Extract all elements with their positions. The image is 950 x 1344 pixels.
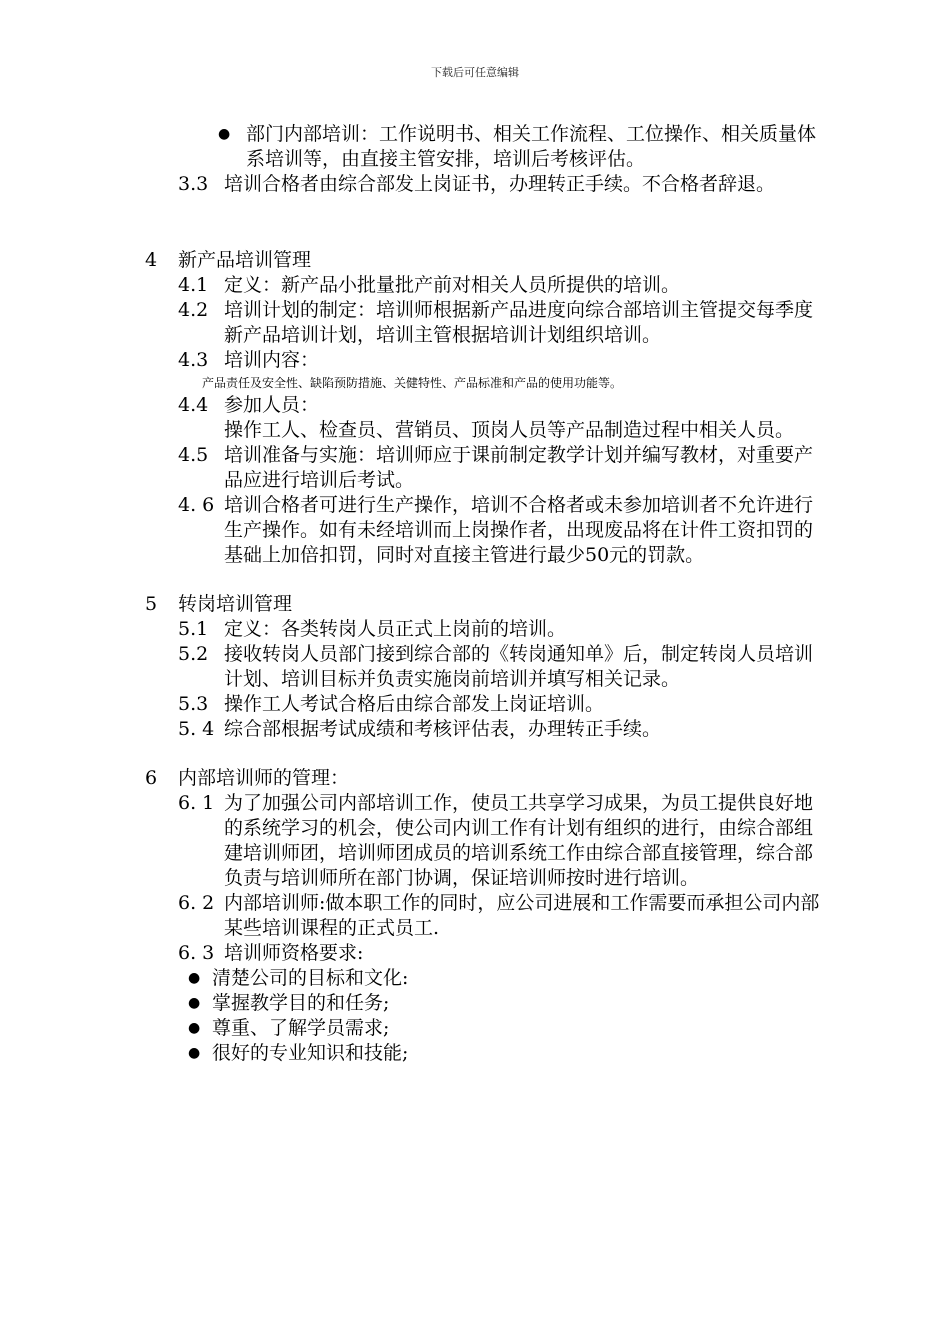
clause-text: 接收转岗人员部门接到综合部的《转岗通知单》后，制定转岗人员培训计划、培训目标并负责实施岗前培训并填写相关记录。 xyxy=(224,643,814,690)
section-title: 内部培训师的管理： xyxy=(178,767,350,789)
participants-detail: 操作工人、检查员、营销员、顶岗人员等产品制造过程中相关人员。 xyxy=(224,419,795,441)
clause-4-5 xyxy=(140,443,830,493)
section-title: 新产品培训管理 xyxy=(178,249,312,271)
clause-text: 培训准备与实施：培训师应于课前制定教学计划并编写教材，对重要产品应进行培训后考试。 xyxy=(224,444,814,491)
training-content-detail: 产品责任及安全性、缺陷预防措施、关健特性、产品标准和产品的使用功能等。 xyxy=(202,376,623,390)
section-number: 4 xyxy=(145,249,158,271)
clause-number: 6. 3 xyxy=(178,942,215,964)
document-body xyxy=(140,122,830,1066)
bullet-text: 清楚公司的目标和文化: xyxy=(212,967,409,989)
clause-4-3 xyxy=(140,348,830,373)
clause-4-1 xyxy=(140,273,830,298)
clause-text: 培训合格者由综合部发上岗证书，办理转正手续。不合格者辞退。 xyxy=(224,173,776,195)
clause-text: 定义：新产品小批量批产前对相关人员所提供的培训。 xyxy=(224,274,681,296)
clause-6-3 xyxy=(140,941,830,966)
clause-number: 4.5 xyxy=(178,444,209,466)
clause-number: 3.3 xyxy=(178,173,209,195)
clause-text: 内部培训师:做本职工作的同时，应公司进展和工作需要而承担公司内部某些培训课程的正式员工. xyxy=(224,892,820,939)
bullet-text: 部门内部培训：工作说明书、相关工作流程、工位操作、相关质量体系培训等，由直接主管安排，培训后考核评估。 xyxy=(246,123,817,170)
clause-number: 5.2 xyxy=(178,643,209,665)
clause-number: 4. 6 xyxy=(178,494,215,516)
section-4-heading xyxy=(140,248,830,273)
bullet-marker: ● xyxy=(188,970,201,986)
clause-6-2 xyxy=(140,891,830,941)
clause-number: 4.2 xyxy=(178,299,209,321)
bullet-text: 很好的专业知识和技能; xyxy=(212,1042,409,1064)
section-6-heading xyxy=(140,766,830,791)
clause-text: 培训合格者可进行生产操作，培训不合格者或未参加培训者不允许进行生产操作。如有未经培训而上岗操作者，出现废品将在计件工资扣罚的基础上加倍扣罚，同时对直接主管进行最少50元的罚款。 xyxy=(224,494,814,566)
clause-text: 综合部根据考试成绩和考核评估表，办理转正手续。 xyxy=(224,718,662,740)
clause-number: 4.3 xyxy=(178,349,209,371)
bullet-text: 尊重、了解学员需求; xyxy=(212,1017,390,1039)
bullet-marker: ● xyxy=(218,126,231,142)
bullet-text: 掌握教学目的和任务; xyxy=(212,992,390,1014)
list-item xyxy=(140,966,830,991)
clause-number: 6. 2 xyxy=(178,892,215,914)
clause-number: 5.3 xyxy=(178,693,209,715)
list-item xyxy=(140,1016,830,1041)
clause-text: 定义：各类转岗人员正式上岗前的培训。 xyxy=(224,618,567,640)
section-title: 转岗培训管理 xyxy=(178,593,293,615)
clause-5-2 xyxy=(140,642,830,692)
clause-text: 操作工人考试合格后由综合部发上岗证培训。 xyxy=(224,693,605,715)
section-5-heading xyxy=(140,592,830,617)
clause-text: 为了加强公司内部培训工作，使员工共享学习成果，为员工提供良好地的系统学习的机会，使公司内训工作有计划有组织的进行，由综合部组建培训师团，培训师团成员的培训系统工作由综合部直接管理，综合部负责与培训师所在部门协调，保证培训师按时进行培训。 xyxy=(224,792,814,889)
list-item xyxy=(140,122,830,172)
page-header: 下载后可任意编辑 xyxy=(431,66,519,79)
bullet-marker: ● xyxy=(188,995,201,1011)
clause-5-4 xyxy=(140,717,830,742)
bullet-marker: ● xyxy=(188,1045,201,1061)
list-item xyxy=(140,991,830,1016)
clause-4-6 xyxy=(140,493,830,568)
clause-4-4 xyxy=(140,393,830,418)
clause-3-3 xyxy=(140,172,830,197)
clause-number: 5. 4 xyxy=(178,718,215,740)
bullet-marker: ● xyxy=(188,1020,201,1036)
clause-text: 培训师资格要求: xyxy=(224,942,364,964)
clause-number: 4.4 xyxy=(178,394,209,416)
clause-number: 4.1 xyxy=(178,274,209,296)
clause-text: 培训计划的制定：培训师根据新产品进度向综合部培训主管提交每季度新产品培训计划，培训主管根据培训计划组织培训。 xyxy=(224,299,814,346)
section-number: 5 xyxy=(145,593,158,615)
list-item xyxy=(140,1041,830,1066)
section-number: 6 xyxy=(145,767,158,789)
clause-6-1 xyxy=(140,791,830,891)
clause-4-2 xyxy=(140,298,830,348)
clause-number: 5.1 xyxy=(178,618,209,640)
clause-5-3 xyxy=(140,692,830,717)
clause-number: 6. 1 xyxy=(178,792,215,814)
clause-5-1 xyxy=(140,617,830,642)
clause-text: 参加人员： xyxy=(224,394,320,416)
clause-text: 培训内容： xyxy=(224,349,320,371)
